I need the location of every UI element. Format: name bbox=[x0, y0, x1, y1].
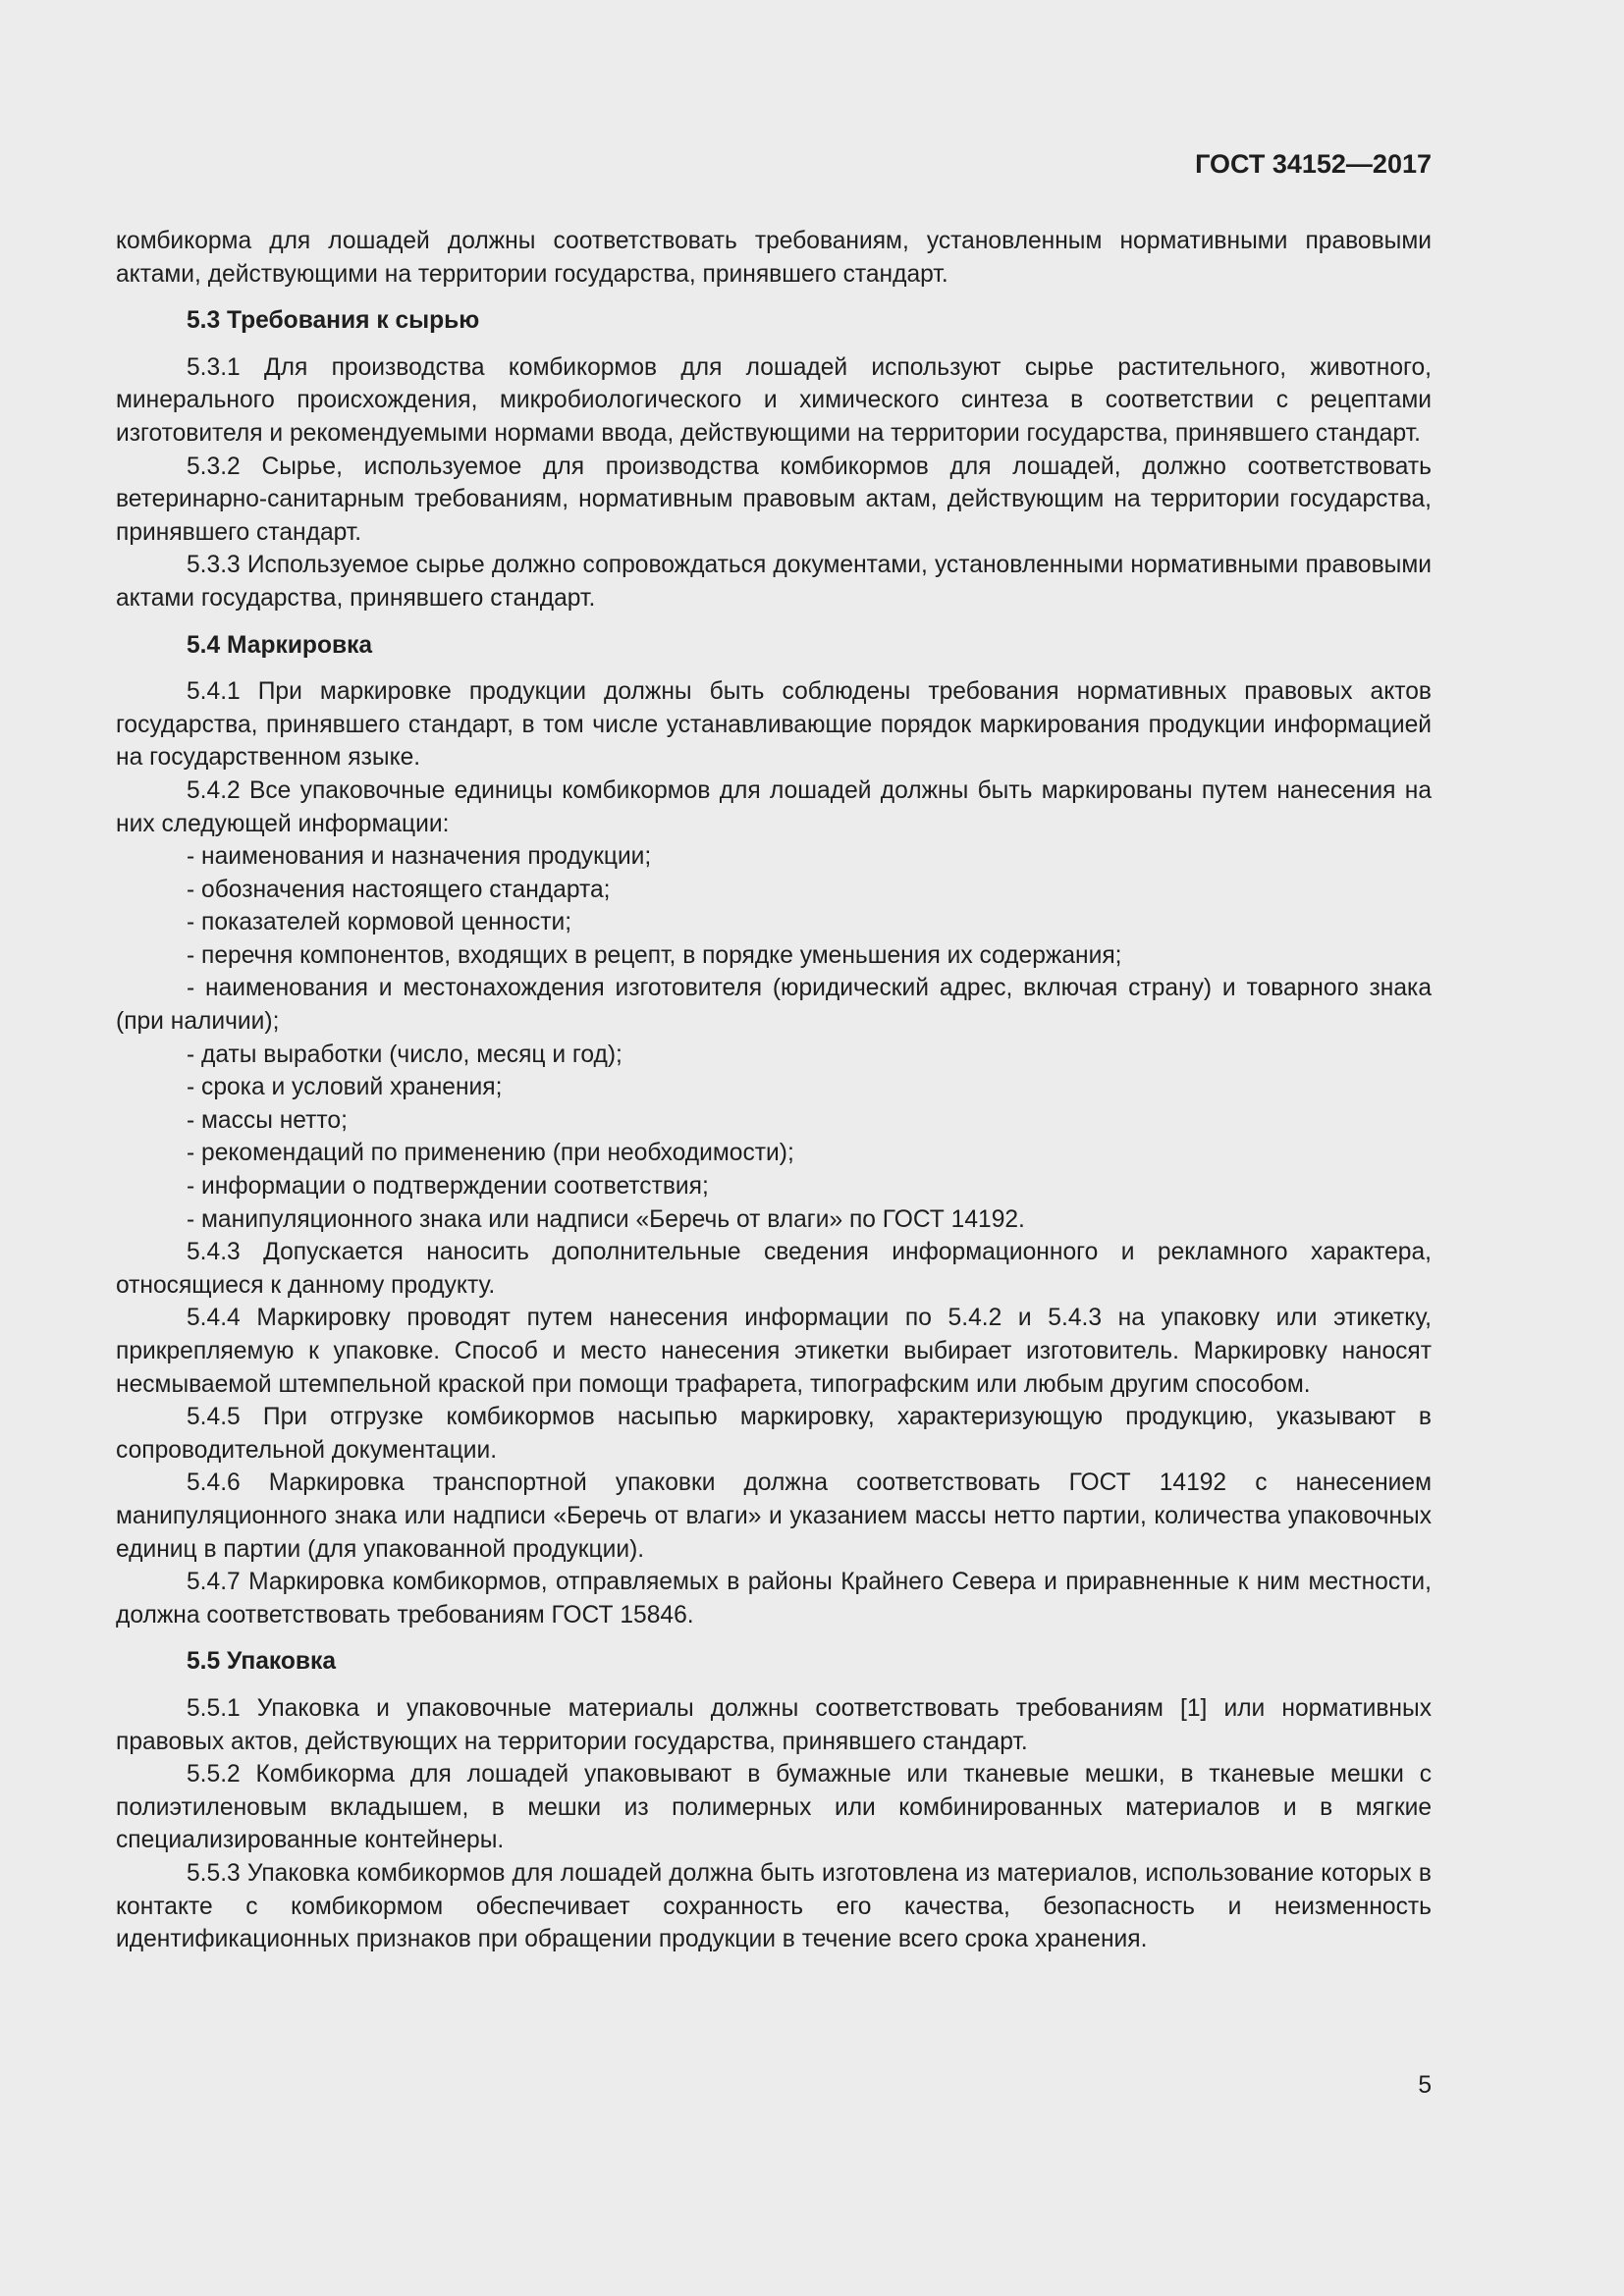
paragraph-5-3-3: 5.3.3 Используемое сырье должно сопровождаться документами, установленными нормативными правовыми актами государства, принявшего стандарт. bbox=[116, 552, 1432, 612]
list-item: - наименования и назначения продукции; bbox=[187, 843, 652, 871]
paragraph-5-4-2: 5.4.2 Все упаковочные единицы комбикормов для лошадей должны быть маркированы путем нанесения на них следующей информации: bbox=[116, 776, 1432, 837]
section-heading-5-5: 5.5 Упаковка bbox=[187, 1648, 337, 1676]
list-item: - рекомендаций по применению (при необходимости); bbox=[187, 1140, 794, 1167]
list-item: - даты выработки (число, месяц и год); bbox=[187, 1041, 623, 1068]
document-body bbox=[116, 225, 1432, 1956]
paragraph-5-3-2: 5.3.2 Сырье, используемое для производства комбикормов для лошадей, должно соответствовать ветеринарно-санитарным требованиям, нормативным правовым актам, действующим на территории государства, принявшего стандарт. bbox=[116, 453, 1432, 546]
list-item: - информации о подтверждении соответствия; bbox=[187, 1173, 709, 1201]
list-item: - срока и условий хранения; bbox=[187, 1074, 503, 1101]
list-item: - перечня компонентов, входящих в рецепт, в порядке уменьшения их содержания; bbox=[187, 941, 1122, 969]
list-item: - манипуляционного знака или надписи «Беречь от влаги» по ГОСТ 14192. bbox=[187, 1205, 1025, 1233]
section-heading-5-4: 5.4 Маркировка bbox=[187, 631, 373, 659]
standard-designation: ГОСТ 34152—2017 bbox=[1195, 149, 1432, 179]
paragraph-5-4-5: 5.4.5 При отгрузке комбикормов насыпью маркировку, характеризующую продукцию, указывают в сопроводительной документации. bbox=[116, 1404, 1432, 1464]
section-heading-5-3: 5.3 Требования к сырью bbox=[187, 307, 480, 335]
paragraph-continuation: комбикорма для лошадей должны соответствовать требованиям, установленным нормативными правовыми актами, действующими на территории государства, принявшего стандарт. bbox=[116, 228, 1432, 288]
paragraph-5-4-1: 5.4.1 При маркировке продукции должны быть соблюдены требования нормативных правовых актов государства, принявшего стандарт, в том числе устанавливающие порядок маркирования продукции информацией на государственном языке. bbox=[116, 678, 1432, 772]
paragraph-5-5-1: 5.5.1 Упаковка и упаковочные материалы должны соответствовать требованиям [1] или нормативных правовых актов, действующих на территории государства, принявшего стандарт. bbox=[116, 1694, 1432, 1755]
page-number: 5 bbox=[1418, 2072, 1432, 2099]
paragraph-5-4-3: 5.4.3 Допускается наносить дополнительные сведения информационного и рекламного характера, относящиеся к данному продукту. bbox=[116, 1239, 1432, 1299]
list-item: - показателей кормовой ценности; bbox=[187, 909, 572, 936]
list-item: - обозначения настоящего стандарта; bbox=[187, 876, 611, 903]
paragraph-5-3-1: 5.3.1 Для производства комбикормов для лошадей используют сырье растительного, животного, минерального происхождения, микробиологического и химического синтеза в соответствии с рецептами изготовителя и рекомендуемыми нормами ввода, действующими на территории государства, принявшего стандарт. bbox=[116, 353, 1432, 447]
paragraph-5-5-3: 5.5.3 Упаковка комбикормов для лошадей должна быть изготовлена из материалов, использование которых в контакте с комбикормом обеспечивает сохранность его качества, безопасность и неизменность идентификационных признаков при обращении продукции в течение всего срока хранения. bbox=[116, 1859, 1432, 1953]
list-item: - массы нетто; bbox=[187, 1106, 348, 1134]
paragraph-5-4-6: 5.4.6 Маркировка транспортной упаковки должна соответствовать ГОСТ 14192 с нанесением манипуляционного знака или надписи «Беречь от влаги» и указанием массы нетто партии, количества упаковочных единиц в партии (для упакованной продукции). bbox=[116, 1469, 1432, 1563]
list-item: - наименования и местонахождения изготовителя (юридический адрес, включая страну) и товарного знака (при наличии); bbox=[116, 975, 1432, 1036]
paragraph-5-5-2: 5.5.2 Комбикорма для лошадей упаковывают в бумажные или тканевые мешки, в тканевые мешки с полиэтиленовым вкладышем, в мешки из полимерных или комбинированных материалов и в мягкие специализированные контейнеры. bbox=[116, 1761, 1432, 1854]
paragraph-5-4-4: 5.4.4 Маркировку проводят путем нанесения информации по 5.4.2 и 5.4.3 на упаковку или этикетку, прикрепляемую к упаковке. Способ и место нанесения этикетки выбирает изготовитель. Маркировку наносят несмываемой штемпельной краской при помощи трафарета, типографским или любым другим способом. bbox=[116, 1305, 1432, 1398]
paragraph-5-4-7: 5.4.7 Маркировка комбикормов, отправляемых в районы Крайнего Севера и приравненные к ним местности, должна соответствовать требованиям ГОСТ 15846. bbox=[116, 1569, 1432, 1629]
document-page bbox=[116, 0, 1432, 2296]
